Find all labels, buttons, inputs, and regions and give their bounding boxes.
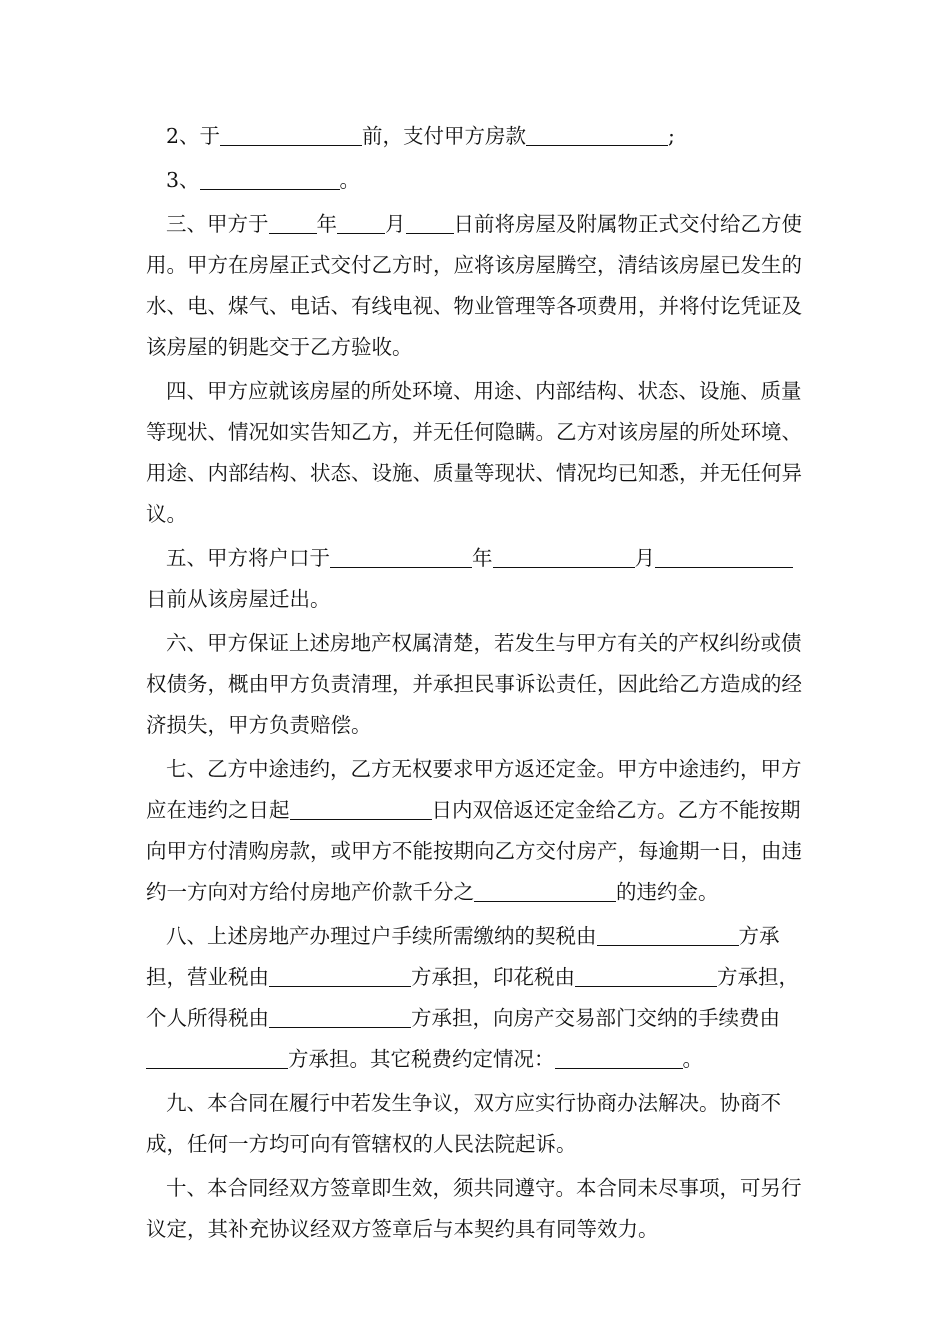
clause-qi xyxy=(146,749,806,913)
clause-shi: 十、本合同经双方签章即生效，须共同遵守。本合同未尽事项，可另行议定，其补充协议经双方签章后与本契约具有同等效力。 xyxy=(146,1176,802,1241)
clause-ba-text: 方承担。其它税费约定情况： xyxy=(288,1047,555,1071)
clause-3-text: 。 xyxy=(339,168,361,192)
blank-field[interactable] xyxy=(597,925,739,947)
clause-qi-text: 的违约金。 xyxy=(616,880,719,904)
clause-liu: 六、甲方保证上述房地产权属清楚，若发生与甲方有关的产权纠纷或债权债务，概由甲方负责清理，并承担民事诉讼责任，因此给乙方造成的经济损失，甲方负责赔偿。 xyxy=(146,631,802,737)
blank-field[interactable] xyxy=(655,547,773,569)
blank-field[interactable] xyxy=(673,1048,683,1070)
clause-san-text: 月 xyxy=(385,212,406,236)
clause-qi-text: 日内双倍返还定金给乙方。乙方不能按期向甲方付清购房款，或甲方不能按期向乙方交付房产，每逾期一日，由违约一方向对方给付房地产价款千分之 xyxy=(146,798,802,904)
blank-field[interactable] xyxy=(406,213,454,235)
clause-2-text: 前，支付甲方房款 xyxy=(362,124,527,148)
blank-field[interactable] xyxy=(269,213,317,235)
clause-ba-text: 方承担，向房产交易部门交纳的手续费由 xyxy=(411,1006,780,1030)
blank-field[interactable] xyxy=(474,881,616,903)
blank-field[interactable] xyxy=(526,125,668,147)
clause-wu-text: 月 xyxy=(634,546,655,570)
clause-ba-text: 方承担，个人所得税由 xyxy=(146,965,799,1030)
clause-wu xyxy=(146,538,806,620)
blank-field[interactable] xyxy=(200,169,340,191)
clause-2 xyxy=(146,116,806,157)
clause-qi-text: 七、乙方中途违约，乙方无权要求甲方返还定金。甲方中途违约，甲方应在违约之日起 xyxy=(146,757,802,822)
blank-field[interactable] xyxy=(290,799,432,821)
blank-field[interactable] xyxy=(269,966,411,988)
clause-3-text: 3、 xyxy=(166,168,200,192)
clause-san-text: 三、甲方于 xyxy=(166,212,269,236)
clause-san-text: 年 xyxy=(316,212,337,236)
clause-jiu: 九、本合同在履行中若发生争议，双方应实行协商办法解决。协商不成，任何一方均可向有管辖权的人民法院起诉。 xyxy=(146,1091,781,1156)
clause-si: 四、甲方应就该房屋的所处环境、用途、内部结构、状态、设施、质量等现状、情况如实告知乙方，并无任何隐瞒。乙方对该房屋的所处环境、用途、内部结构、状态、设施、质量等现状、情况均已知悉，并无任何异议。 xyxy=(146,379,802,526)
clause-2-text: 2、于 xyxy=(166,124,221,148)
clause-wu-text: 日前从该房屋迁出。 xyxy=(146,587,331,611)
clause-ba-text: 。 xyxy=(682,1047,703,1071)
clause-ba-text: 方承担，印花税由 xyxy=(411,965,575,989)
blank-field[interactable] xyxy=(220,125,362,147)
clause-ba-text: 八、上述房地产办理过户手续所需缴纳的契税由 xyxy=(166,924,597,948)
blank-field[interactable] xyxy=(493,547,635,569)
clause-wu-text: 五、甲方将户口于 xyxy=(166,546,330,570)
blank-field[interactable] xyxy=(330,547,472,569)
blank-field[interactable] xyxy=(773,547,793,569)
clause-wu-text: 年 xyxy=(472,546,493,570)
blank-field[interactable] xyxy=(555,1048,673,1070)
clause-2-text: ; xyxy=(668,124,675,148)
blank-field[interactable] xyxy=(337,213,385,235)
clause-ba-text: 方承担，营业税由 xyxy=(146,924,780,989)
clause-san-text: 日前将房屋及附属物正式交付给乙方使用。甲方在房屋正式交付乙方时，应将该房屋腾空，清结该房屋已发生的水、电、煤气、电话、有线电视、物业管理等各项费用，并将付讫凭证及该房屋的钥匙交于乙方验收。 xyxy=(146,212,802,359)
clause-ba xyxy=(146,916,806,1080)
clause-san xyxy=(146,204,806,368)
blank-field[interactable] xyxy=(269,1007,411,1029)
blank-field[interactable] xyxy=(575,966,717,988)
contract-body xyxy=(146,116,806,1253)
blank-field[interactable] xyxy=(146,1048,288,1070)
clause-3 xyxy=(146,160,806,201)
